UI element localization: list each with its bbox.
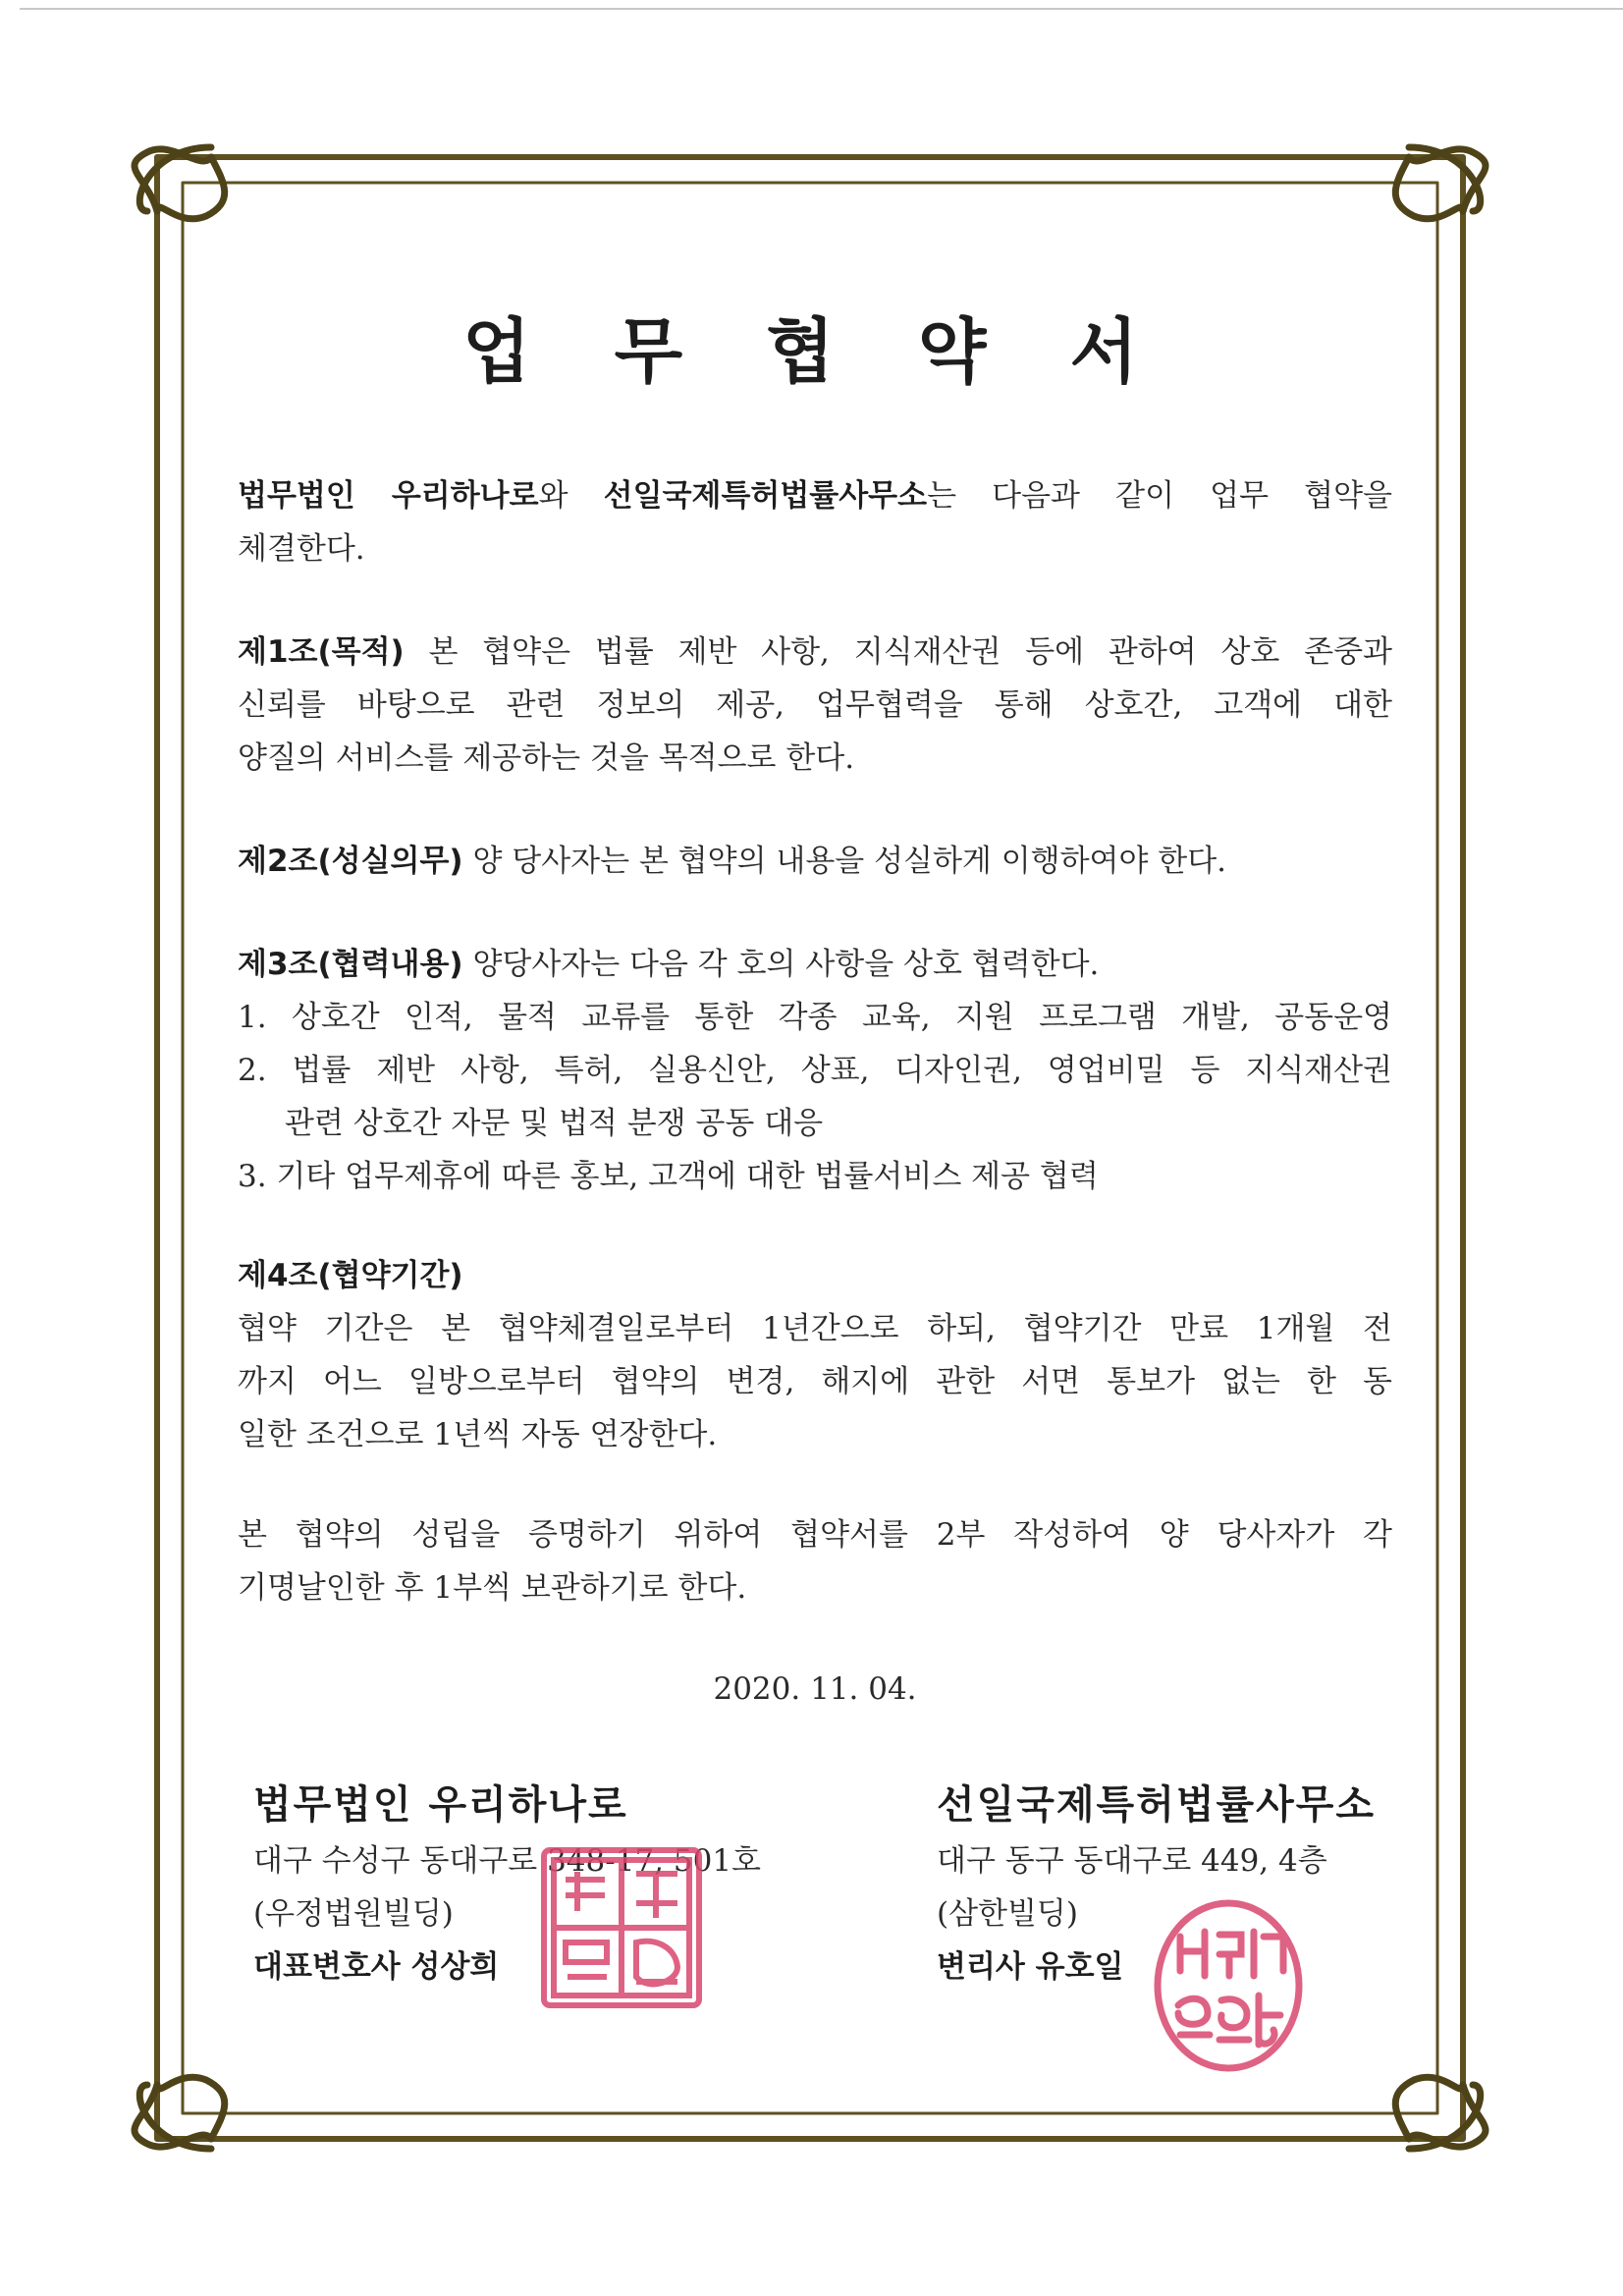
- signatory-b-name: 선일국제특허법률사무소: [937, 1782, 1377, 1828]
- document-title: 업 무 협 약 서: [461, 310, 1168, 393]
- article-3-heading: 제3조(협력내용): [238, 947, 463, 982]
- closing-paragraph: 본 협약의 성립을 증명하기 위하여 협약서를 2부 작성하여 양 당사자가 각 기명날인한 후 1부씩 보관하기로 한다.: [238, 1517, 1392, 1606]
- list-item: 1. 상호간 인적, 물적 교류를 통한 각종 교육, 지원 프로그램 개발, 공동운영: [238, 1000, 1392, 1035]
- article-3: 제3조(협력내용) 양당사자는 다음 각 호의 사항을 상호 협력한다. 1. 상호간 인적, 물적 교류를 통한 각종 교육, 지원 프로그램 개발, 공동운영 2. 법률 제반 사항, 특허, 실용신안, 상표, 디자인권, 영업비밀 등 지식재산권 관련 상호간 자문 및 법적 분쟁 공동 대응 3. 기타 업무제휴에 따른 홍보, 고객에 대한 법률서비스 제공 협력: [238, 938, 1392, 1203]
- list-item: 3. 기타 업무제휴에 따른 홍보, 고객에 대한 법률서비스 제공 협력: [238, 1159, 1099, 1194]
- article-2-heading: 제2조(성실의무): [238, 844, 463, 879]
- list-item: 2. 법률 제반 사항, 특허, 실용신안, 상표, 디자인권, 영업비밀 등 지식재산권: [238, 1053, 1392, 1088]
- article-4-heading: 제4조(협약기간): [238, 1258, 463, 1293]
- article-1: 제1조(목적) 본 협약은 법률 제반 사항, 지식재산권 등에 관하여 상호 존중과 신뢰를 바탕으로 관련 정보의 제공, 업무협력을 통해 상호간, 고객에 대한 양질의 서비스를 제공하는 것을 목적으로 한다.: [238, 634, 1392, 776]
- article-4: 제4조(협약기간) 협약 기간은 본 협약체결일로부터 1년간으로 하되, 협약기간 만료 1개월 전 까지 어느 일방으로부터 협약의 변경, 해지에 관한 서면 통보가 없는 한 동 일한 조건으로 1년씩 자동 연장한다.: [238, 1249, 1392, 1461]
- article-1-heading: 제1조(목적): [238, 634, 405, 670]
- signatory-a-representative: 대표변호사 성상희: [253, 1949, 500, 1985]
- signatory-a-address: 대구 수성구 동대구로 348-17, 501호: [253, 1843, 761, 1879]
- article-2: 제2조(성실의무) 양 당사자는 본 협약의 내용을 성실하게 이행하여야 한다.: [238, 844, 1227, 879]
- signatory-a-name: 법무법인 우리하나로: [253, 1782, 628, 1828]
- square-seal-stamp: [538, 1844, 705, 2011]
- list-item-continuation: 관련 상호간 자문 및 법적 분쟁 공동 대응: [285, 1106, 824, 1141]
- party-b-name: 선일국제특허법률사무소: [603, 478, 928, 514]
- signatory-a-building: (우정법원빌딩): [253, 1896, 454, 1932]
- signatory-b-address: 대구 동구 동대구로 449, 4층: [937, 1843, 1327, 1879]
- signatory-b-building: (삼한빌딩): [937, 1896, 1078, 1932]
- agreement-date: 2020. 11. 04.: [713, 1671, 917, 1707]
- intro-paragraph: 법무법인 우리하나로와 선일국제특허법률사무소는 다음과 같이 업무 협약을 체결한다.: [238, 478, 1392, 567]
- party-a-name: 법무법인 우리하나로: [238, 478, 539, 514]
- signatory-b-representative: 변리사 유호일: [937, 1949, 1124, 1985]
- oval-seal-stamp: [1151, 1897, 1306, 2074]
